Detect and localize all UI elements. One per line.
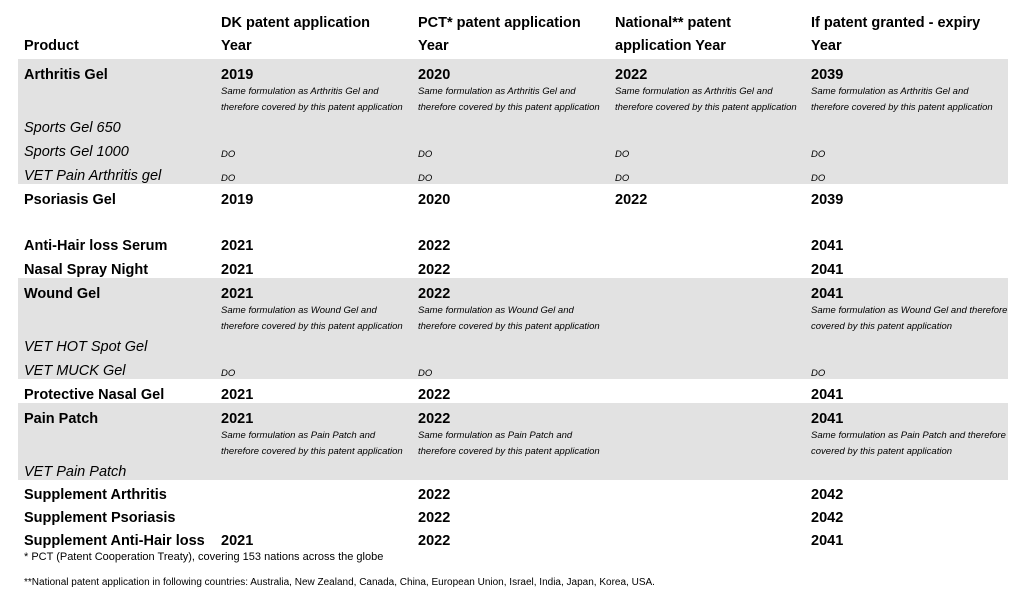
expiry-year-cell: 2041 — [811, 387, 844, 403]
dk-year-cell: 2021 — [221, 533, 254, 549]
expiry-year-cell: 2042 — [811, 510, 844, 526]
expiry-ditto-cell: DO — [805, 160, 1008, 184]
table-row — [18, 302, 1008, 355]
national-year-cell — [609, 503, 805, 526]
dk-year-cell: 2021 — [221, 387, 254, 403]
national-year-cell: 2022 — [615, 192, 648, 208]
dk-year-cell: 2021 — [221, 238, 254, 254]
table-row — [18, 427, 1008, 480]
product-cell: VET Pain Arthritis gel — [18, 160, 215, 184]
national-note-cell — [609, 302, 805, 355]
product-cell: Supplement Arthritis — [24, 487, 167, 503]
expiry-year-cell: 2039 — [805, 59, 1008, 83]
national-ditto-cell: DO — [609, 136, 805, 160]
national-year-cell — [609, 278, 805, 302]
pct-note-cell: Same formulation as Arthritis Gel and therefore covered by this patent application — [412, 83, 609, 136]
pct-year-cell: 2020 — [418, 192, 451, 208]
table-row — [18, 136, 1008, 160]
product-cell: Protective Nasal Gel — [24, 387, 165, 403]
pct-ditto-cell: DO — [412, 160, 609, 184]
pct-note-cell: Same formulation as Wound Gel and therefore covered by this patent application — [412, 302, 609, 355]
header-pct-line1: PCT* patent application — [418, 15, 581, 31]
national-year-cell: 2022 — [609, 59, 805, 83]
dk-year-cell: 2021 — [215, 278, 412, 302]
pct-year-cell: 2022 — [412, 278, 609, 302]
table-row — [18, 503, 1008, 526]
expiry-note-cell: Same formulation as Wound Gel and therefore covered by this patent application — [805, 302, 1008, 355]
pct-year-cell: 2022 — [418, 510, 451, 526]
spacer-cell — [805, 208, 1008, 230]
dk-ditto-cell: DO — [215, 160, 412, 184]
table-row — [18, 379, 1008, 403]
product-cell: Sports Gel 650 — [18, 83, 215, 136]
table-row — [18, 160, 1008, 184]
national-year-cell — [609, 254, 805, 278]
pct-year-cell: 2020 — [412, 59, 609, 83]
national-year-cell — [609, 379, 805, 403]
national-year-cell — [609, 526, 805, 549]
table-row — [18, 355, 1008, 379]
expiry-year-cell: 2041 — [811, 262, 844, 278]
dk-note-cell: Same formulation as Arthritis Gel and therefore covered by this patent application — [215, 83, 412, 136]
pct-ditto-cell: DO — [412, 136, 609, 160]
patent-table — [18, 12, 1008, 549]
header-national — [609, 12, 805, 59]
table-row — [18, 184, 1008, 208]
header-pct-line2: Year — [418, 38, 449, 54]
spacer-cell — [412, 208, 609, 230]
national-ditto-cell — [609, 355, 805, 379]
dk-ditto-cell: DO — [215, 355, 412, 379]
header-national-line2: application Year — [615, 38, 726, 54]
header-pct — [412, 12, 609, 59]
spacer-cell — [609, 208, 805, 230]
expiry-note-cell: Same formulation as Pain Patch and therefore covered by this patent application — [805, 427, 1008, 480]
header-expiry-line1: If patent granted - expiry — [811, 15, 981, 31]
expiry-note-cell: Same formulation as Arthritis Gel and therefore covered by this patent application — [805, 83, 1008, 136]
header-dk-line2: Year — [221, 38, 252, 54]
product-cell: Nasal Spray Night — [24, 262, 149, 278]
table-row — [18, 278, 1008, 302]
dk-note-cell: Same formulation as Pain Patch and therefore covered by this patent application — [215, 427, 412, 480]
expiry-ditto-cell: DO — [805, 136, 1008, 160]
national-year-cell — [609, 480, 805, 503]
dk-year-cell: 2021 — [221, 262, 254, 278]
product-cell: Psoriasis Gel — [24, 192, 116, 208]
footnote-national: **National patent application in following countries: Australia, New Zealand, Canada, China, European Union, Israel, India, Japan, Korea, USA. — [24, 577, 655, 588]
pct-year-cell: 2022 — [418, 262, 451, 278]
expiry-ditto-cell: DO — [805, 355, 1008, 379]
dk-year-cell — [215, 480, 412, 503]
expiry-year-cell: 2041 — [805, 403, 1008, 427]
spacer-row — [18, 208, 1008, 230]
header-row — [18, 12, 1008, 59]
table-row — [18, 254, 1008, 278]
table-row — [18, 526, 1008, 549]
product-cell: Supplement Anti-Hair loss — [24, 533, 205, 549]
product-cell: VET MUCK Gel — [18, 355, 215, 379]
national-year-cell — [609, 230, 805, 254]
header-national-line1: National** patent — [615, 15, 732, 31]
product-cell: Supplement Psoriasis — [24, 510, 176, 526]
spacer-cell — [215, 208, 412, 230]
product-cell: Sports Gel 1000 — [18, 136, 215, 160]
table-row — [18, 480, 1008, 503]
footnote-pct: * PCT (Patent Cooperation Treaty), covering 153 nations across the globe — [24, 551, 384, 563]
table-row — [18, 59, 1008, 83]
pct-note-cell: Same formulation as Pain Patch and therefore covered by this patent application — [412, 427, 609, 480]
national-note-cell: Same formulation as Arthritis Gel and therefore covered by this patent application — [609, 83, 805, 136]
product-cell: Pain Patch — [18, 403, 215, 427]
expiry-year-cell: 2041 — [811, 238, 844, 254]
expiry-year-cell: 2042 — [811, 487, 844, 503]
expiry-year-cell: 2041 — [811, 533, 844, 549]
header-dk — [215, 12, 412, 59]
header-product — [18, 12, 215, 59]
dk-year-cell: 2019 — [215, 59, 412, 83]
product-cell: VET HOT Spot Gel — [18, 302, 215, 355]
product-cell: Wound Gel — [18, 278, 215, 302]
dk-note-cell: Same formulation as Wound Gel and therefore covered by this patent application — [215, 302, 412, 355]
header-expiry — [805, 12, 1008, 59]
pct-year-cell: 2022 — [418, 238, 451, 254]
table-row — [18, 403, 1008, 427]
header-product-line2: Product — [24, 38, 79, 54]
header-dk-line1: DK patent application — [221, 15, 371, 31]
pct-year-cell: 2022 — [418, 387, 451, 403]
dk-ditto-cell: DO — [215, 136, 412, 160]
product-cell: Arthritis Gel — [18, 59, 215, 83]
expiry-year-cell: 2039 — [811, 192, 844, 208]
product-cell: Anti-Hair loss Serum — [24, 238, 168, 254]
table-row — [18, 83, 1008, 136]
expiry-year-cell: 2041 — [805, 278, 1008, 302]
dk-year-cell: 2021 — [215, 403, 412, 427]
dk-year-cell — [215, 503, 412, 526]
pct-year-cell: 2022 — [412, 403, 609, 427]
table-row — [18, 230, 1008, 254]
pct-year-cell: 2022 — [418, 533, 451, 549]
national-note-cell — [609, 427, 805, 480]
national-year-cell — [609, 403, 805, 427]
header-expiry-line2: Year — [811, 38, 842, 54]
pct-ditto-cell: DO — [412, 355, 609, 379]
spacer-cell — [18, 208, 215, 230]
national-ditto-cell: DO — [609, 160, 805, 184]
dk-year-cell: 2019 — [221, 192, 254, 208]
product-cell: VET Pain Patch — [18, 427, 215, 480]
pct-year-cell: 2022 — [418, 487, 451, 503]
